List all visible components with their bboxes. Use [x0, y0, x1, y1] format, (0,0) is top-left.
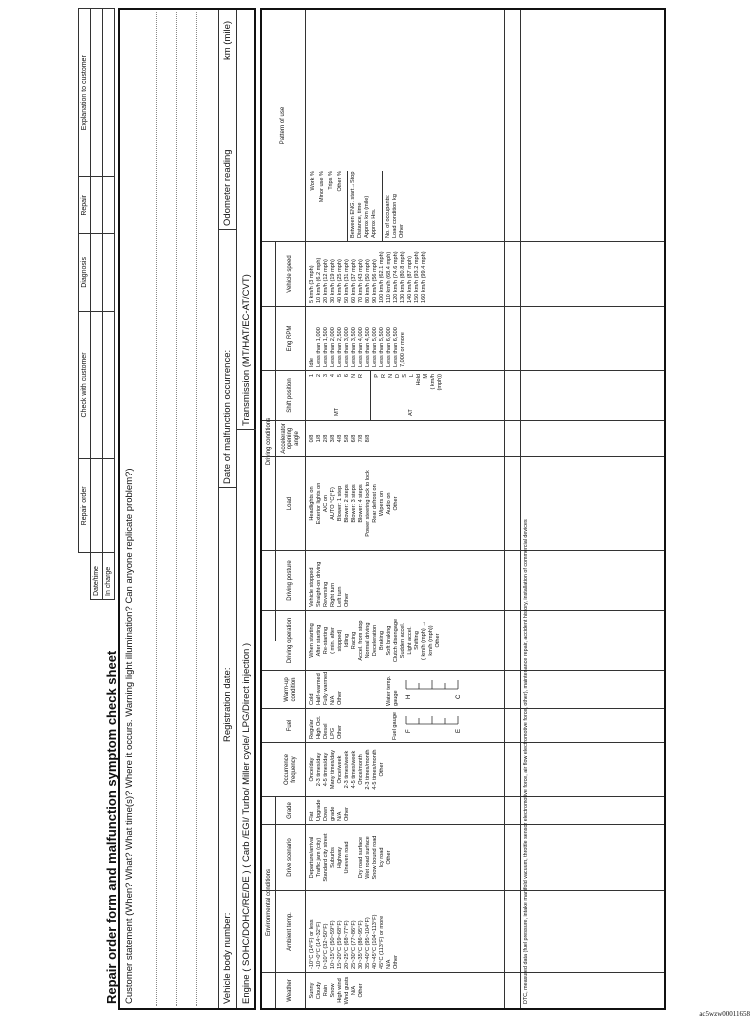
list-item[interactable]: P [374, 374, 380, 378]
header-col-diagnosis: Diagnosis [79, 234, 91, 311]
header-row-datetime: Date/time [91, 553, 103, 600]
list-item[interactable]: ( km/h [430, 374, 436, 390]
col-head-driving-posture: Driving posture [276, 551, 306, 610]
col-head-ambient: Ambient temp. [276, 891, 306, 972]
list-item[interactable]: AUTO °C(°F) [330, 487, 336, 520]
list-item[interactable]: Normal driving [365, 622, 371, 659]
list-item[interactable]: Sunny [309, 982, 315, 999]
water-gauge-label: Water temp. gauge [386, 675, 399, 706]
list-item[interactable]: 4/8 [337, 434, 343, 443]
col-head-accelerator: Accelerator opening angle [276, 421, 306, 456]
list-item[interactable]: Snow [330, 983, 336, 998]
shift-divider [370, 371, 371, 420]
upper-frame [118, 8, 256, 1010]
list-item[interactable]: -10~0°C (14~32°F) [316, 921, 322, 969]
list-item[interactable]: Less than 4,500 [365, 327, 371, 367]
header-col-explanation: Explanation to customer [79, 9, 91, 178]
statement-line [176, 12, 177, 1006]
list-item[interactable] [351, 825, 358, 890]
list-item[interactable]: Headlights on [309, 486, 315, 521]
list-item[interactable]: Minor use % [319, 171, 325, 203]
list-item[interactable]: Less than 1,000 [316, 327, 322, 367]
list-item[interactable]: Blower: 3 steps [351, 484, 357, 523]
list-accelerator [309, 421, 372, 456]
list-item[interactable]: Many times/day [330, 749, 336, 790]
list-item[interactable]: ( km/h (mph) → [421, 621, 427, 660]
list-item[interactable]: 60 km/h (37 mph) [351, 259, 357, 303]
malfunction-date[interactable]: Date of malfunction occurrence: [222, 349, 233, 484]
odometer-unit: km (mile) [222, 20, 233, 60]
list-item[interactable]: Deceleration [372, 624, 378, 657]
list-rpm [309, 307, 407, 370]
list-item[interactable]: 150 km/h (93.2 mph) [414, 251, 420, 303]
list-item[interactable]: N/A [386, 959, 392, 969]
list-item[interactable]: Uneven road [344, 841, 350, 874]
engine-type[interactable]: Engine ( SOHC/DOHC/RE/DE ) ( Carb /EGI/ Turbo/ Miller cycle/ LPG/Direct injection ) [241, 642, 252, 1004]
list-item[interactable]: 0~10°C (32~50°F) [323, 923, 329, 969]
list-item[interactable]: 4-5 times/day [323, 752, 329, 787]
list-item[interactable]: 2 [316, 374, 322, 378]
list-item[interactable]: S [402, 374, 408, 378]
list-item[interactable]: 2-3 times/week [344, 750, 350, 789]
col-head-speed: Vehicle speed [276, 242, 306, 306]
table-bottom-divider [504, 10, 505, 1008]
list-item[interactable]: Blower: 4 steps [358, 484, 364, 523]
water-gauge-bottom: C [456, 694, 462, 699]
col-head-pattern: Pattern of use [262, 10, 306, 241]
list-ambient [309, 891, 400, 972]
list-item[interactable]: 45°C (113°F) or more [379, 915, 385, 969]
pattern-divider [347, 171, 348, 241]
list-item[interactable]: N/A [337, 811, 343, 821]
list-item[interactable]: 2-3 times/day [316, 752, 322, 787]
list-item[interactable]: Once/day [309, 757, 315, 782]
list-item[interactable]: 5 km/h (3 mph) [309, 265, 315, 303]
list-item[interactable]: 6 [344, 374, 350, 378]
list-item[interactable]: 2-3 times/month [365, 749, 371, 790]
list-pattern-2 [350, 168, 378, 241]
list-item[interactable]: 30~35°C (86~95°F) [358, 920, 364, 969]
list-item[interactable]: 30 km/h (19 mph) [330, 259, 336, 303]
list-item[interactable]: 120 km/h (74.6 mph) [393, 251, 399, 303]
list-item[interactable]: R [381, 374, 387, 379]
list-item[interactable]: 130 km/h (80.8 mph) [400, 251, 406, 303]
header-col-repair-order: Repair order [79, 459, 91, 553]
list-item[interactable]: 4 [330, 374, 336, 378]
statement-line [196, 12, 197, 1006]
list-item[interactable]: Less than 6,500 [393, 327, 399, 367]
list-item[interactable]: Other [344, 593, 350, 607]
image-code: ac5wzw00011658 [699, 1010, 750, 1018]
shift-at-label: AT [408, 409, 414, 416]
list-item[interactable]: Distance, time [357, 202, 363, 238]
list-item[interactable]: N [351, 374, 357, 379]
list-item[interactable]: 8/8 [365, 434, 371, 443]
col-head-driving-operation: Driving operation [276, 611, 306, 670]
list-item[interactable]: 1 [309, 374, 315, 378]
list-item[interactable]: Cold [309, 693, 315, 705]
list-item[interactable]: Fully warmed [323, 671, 329, 705]
water-gauge-icon [402, 676, 467, 702]
list-item[interactable]: Re-starting [323, 626, 329, 655]
list-driving-posture [309, 551, 351, 610]
list-item[interactable]: High wind [337, 978, 343, 1003]
list-item[interactable]: Other [358, 983, 364, 998]
list-item[interactable]: Power steering lock to lock [365, 470, 371, 537]
list-item[interactable]: Other [337, 725, 343, 739]
col-weather [262, 972, 664, 1008]
list-item[interactable]: km/h (mph)) [428, 625, 434, 656]
list-item[interactable]: Work % [310, 171, 316, 191]
list-item[interactable]: Less than 4,000 [358, 327, 364, 367]
fuel-gauge-top: F [406, 729, 412, 733]
customer-statement[interactable]: Customer statement (When? What? What time(s)? Where it occurs. Warning light illumination? Can anyone replicate problem?) [124, 468, 135, 1004]
list-item[interactable]: Idling [344, 633, 350, 648]
list-item[interactable]: grade [330, 806, 336, 821]
list-item[interactable]: A/C on [323, 494, 329, 513]
list-item[interactable]: Braking [379, 631, 385, 650]
list-item[interactable]: Between ENG. start→Stop [350, 171, 356, 238]
list-item[interactable]: Less than 3,000 [344, 327, 350, 367]
list-item[interactable]: Less than 2,000 [330, 327, 336, 367]
footer-note: DTC, measured data (fuel pressure, intake manifold vacuum, throttle sensor electromotive force, air flow electromotive force, other), maintenance repair, accident history, installation of commercial devices [523, 519, 529, 1004]
list-item[interactable]: Less than 5,500 [379, 327, 385, 367]
list-item[interactable]: Suburbs [330, 847, 336, 868]
field-divider [218, 229, 236, 230]
field-row-divider [236, 10, 237, 1008]
fuel-gauge-icon [402, 714, 467, 736]
list-item[interactable]: 80 km/h (50 mph) [365, 259, 371, 303]
list-item[interactable]: Clutch disengage [393, 618, 399, 663]
list-item[interactable]: Other % [337, 171, 343, 192]
col-warmup [262, 670, 664, 708]
list-occurrence [309, 743, 386, 796]
list-item[interactable]: stopped) [337, 629, 343, 652]
list-item[interactable]: Other [386, 850, 392, 865]
list-item[interactable]: Traffic jam (city) [316, 837, 322, 878]
list-item[interactable]: Blower: 2 steps [344, 484, 350, 523]
list-item[interactable]: Wind gusts [344, 976, 350, 1005]
list-item[interactable]: 6/8 [351, 434, 357, 443]
pattern-divider [382, 171, 383, 241]
list-item[interactable]: Diesel [323, 723, 329, 739]
water-gauge-top: H [406, 694, 412, 699]
header-col-check: Check with customer [79, 311, 91, 459]
list-item[interactable]: Departure/arrival [309, 836, 315, 879]
list-item[interactable]: Racing [351, 631, 357, 650]
list-item[interactable]: Icy road [379, 847, 385, 868]
list-item[interactable]: Approx km (mile) [364, 195, 370, 238]
list-item[interactable]: N/A [330, 695, 336, 705]
list-item[interactable]: Other [379, 762, 385, 777]
col-head-fuel: Fuel [276, 709, 306, 742]
list-item[interactable]: Idle [309, 357, 315, 367]
driving-group-head: Driving conditions [262, 241, 276, 641]
list-warmup [309, 671, 344, 708]
list-item[interactable]: Other [393, 496, 399, 511]
col-head-occurrence: Occurrence frequency [276, 743, 306, 796]
col-eng-rpm [262, 306, 664, 370]
footer-divider [520, 10, 521, 1008]
list-item[interactable]: Audio on [386, 492, 392, 515]
list-item[interactable]: 50 km/h (31 mph) [344, 259, 350, 303]
list-item[interactable]: Flat [309, 811, 315, 821]
list-item[interactable]: 4-5 times/month [372, 749, 378, 790]
list-item[interactable]: Trips % [328, 171, 334, 190]
list-item[interactable]: 110 km/h (68.4 mph) [386, 251, 392, 303]
environmental-group-head: Environmental conditions [262, 796, 276, 1008]
list-item[interactable]: 3 [323, 374, 329, 378]
list-item[interactable]: Upgrade [316, 799, 322, 821]
list-item[interactable]: ( min. after [330, 627, 336, 654]
list-load [309, 457, 400, 550]
list-item[interactable]: Half-warmed [316, 673, 322, 705]
list-drive-scenario [309, 825, 393, 890]
col-load [262, 456, 664, 550]
list-item[interactable]: Other [399, 224, 405, 238]
list-item[interactable]: No. of occupants: [385, 194, 391, 238]
list-item[interactable]: 25~30°C (77~86°F) [351, 920, 357, 969]
transmission-type[interactable]: Transmission (MT/HAT/EC-AT/CVT) [241, 274, 252, 426]
list-item[interactable]: 10 km/h (6.2 mph) [316, 257, 322, 303]
list-item[interactable]: Sudden accel. [400, 622, 406, 659]
statement-divider [218, 10, 219, 1008]
list-item[interactable]: Other [393, 955, 399, 969]
statement-line [156, 12, 157, 1006]
col-head-rpm: Eng RPM [276, 307, 306, 370]
conditions-table [260, 8, 666, 1010]
list-item[interactable]: Blower: 1 step [337, 485, 343, 522]
header-row-incharge: In charge [103, 553, 115, 600]
col-driving-posture [262, 550, 664, 610]
col-head-load: Load [276, 457, 306, 550]
list-item[interactable]: Exterior lights on [316, 482, 322, 525]
field-divider [236, 429, 256, 430]
col-head-grade: Grade [276, 797, 306, 824]
list-item[interactable]: 0/8 [309, 434, 315, 443]
list-item[interactable]: After starting [316, 624, 322, 657]
list-item[interactable]: Left turn [337, 586, 343, 607]
list-item[interactable]: Right turn [330, 582, 336, 607]
col-drive-scenario [262, 824, 664, 890]
col-fuel [262, 708, 664, 742]
header-col-repair: Repair [79, 177, 91, 234]
list-item[interactable]: 20~25°C (68~77°F) [344, 920, 350, 969]
list-speed [309, 242, 428, 306]
list-item[interactable]: Once/month [358, 754, 364, 785]
list-item[interactable]: 160 km/h (99.4 mph) [421, 251, 427, 303]
list-item[interactable]: 5 [337, 374, 343, 378]
list-item[interactable]: Approx Hrs. [371, 208, 377, 238]
list-item[interactable]: 2/8 [323, 434, 329, 443]
list-item[interactable]: Less than 2,500 [337, 327, 343, 367]
check-sheet [74, 8, 730, 1010]
fuel-gauge-label: Fuel gauge [392, 712, 398, 740]
col-ambient-temp [262, 890, 664, 972]
list-item[interactable]: 7,000 or more [400, 332, 406, 367]
list-item[interactable]: Less than 1,500 [323, 327, 329, 367]
list-item[interactable]: Straight-on driving [316, 561, 322, 607]
col-occurrence [262, 742, 664, 796]
list-item[interactable]: Light accel. [407, 626, 413, 655]
list-item[interactable]: Standard city street [323, 833, 329, 882]
col-head-weather: Weather [276, 973, 306, 1008]
field-divider [218, 487, 236, 488]
list-item[interactable]: 7/8 [358, 434, 364, 443]
list-item[interactable]: R [358, 374, 364, 379]
list-item[interactable]: Dry road surface [358, 836, 364, 879]
col-pattern-of-use [262, 10, 664, 241]
col-accelerator [262, 420, 664, 456]
list-item[interactable]: When starting [309, 623, 315, 658]
list-item[interactable]: Rear defrost on [372, 484, 378, 523]
list-item[interactable]: Other [337, 691, 343, 705]
list-item[interactable]: 35~40°C (95~104°F) [365, 917, 371, 969]
list-item[interactable]: Down [323, 806, 329, 821]
list-item[interactable]: 4-5 times/week [351, 750, 357, 789]
list-item[interactable]: D [395, 374, 401, 379]
list-weather [309, 973, 365, 1008]
col-head-drive-scenario: Drive scenario [276, 825, 306, 890]
list-item[interactable]: 40~45°C (104~113°F) [372, 914, 378, 969]
list-item[interactable]: Rain [323, 984, 329, 997]
list-item[interactable]: Load condition kg [392, 194, 398, 238]
list-item[interactable]: Wet road surface [365, 836, 371, 879]
list-item[interactable]: 70 km/h (43 mph) [358, 259, 364, 303]
list-item[interactable]: Snow bound road [372, 835, 378, 880]
list-item[interactable]: Accel. from stop [358, 620, 364, 661]
list-item[interactable]: M [423, 374, 429, 379]
list-item[interactable]: 1/8 [316, 434, 322, 443]
list-item[interactable]: N/A [351, 985, 357, 996]
col-head-shift: Shift position [276, 371, 306, 420]
list-grade [309, 797, 351, 824]
list-item[interactable]: Less than 5,000 [372, 327, 378, 367]
list-item[interactable]: Shifting [414, 631, 420, 650]
col-grade [262, 796, 664, 824]
list-item[interactable]: Soft braking [386, 625, 392, 656]
list-item[interactable]: Regular [309, 719, 315, 739]
col-shift-position [262, 370, 664, 420]
list-item[interactable]: 20 km/h (12 mph) [323, 259, 329, 303]
list-item[interactable]: Highway [337, 846, 343, 869]
list-driving-operation [309, 611, 442, 670]
fuel-gauge-bottom: E [456, 728, 462, 733]
list-item[interactable]: Hold [416, 374, 422, 386]
list-item[interactable]: Less than 6,000 [386, 327, 392, 367]
list-item[interactable]: -10°C (14°F) or less [309, 919, 315, 969]
list-item[interactable]: 3/8 [330, 434, 336, 443]
registration-date[interactable]: Registration date: [222, 667, 233, 742]
list-item[interactable]: 40 km/h (25 mph) [337, 259, 343, 303]
list-item[interactable]: Other [344, 807, 350, 821]
header-table [78, 8, 115, 600]
list-item[interactable]: Wipers on [379, 490, 385, 517]
list-item[interactable]: LPG [330, 727, 336, 739]
list-fuel [309, 709, 344, 742]
list-item[interactable]: Once/week [337, 755, 343, 784]
list-item[interactable]: L [409, 374, 415, 378]
list-item[interactable]: 100 km/h (62.1 mph) [379, 251, 385, 303]
form-title: Repair order form and malfunction symptom check sheet [104, 650, 119, 1004]
list-item[interactable]: 15~20°C (59~68°F) [337, 920, 343, 969]
vehicle-body-number[interactable]: Vehicle body number: [222, 912, 233, 1004]
odometer-reading[interactable]: Odometer reading [222, 149, 233, 226]
list-item[interactable]: 5/8 [344, 434, 350, 443]
col-vehicle-speed [262, 241, 664, 306]
list-item[interactable]: Less than 3,500 [351, 327, 357, 367]
shift-mt-label: MT [334, 407, 340, 416]
list-item[interactable]: Cloudy [316, 981, 322, 1000]
list-item[interactable]: 10~15°C (50~59°F) [330, 920, 336, 969]
list-item[interactable]: 140 km/h (87 mph) [407, 256, 413, 303]
list-item[interactable]: (mph)) [437, 374, 443, 391]
list-item[interactable]: Vehicle stopped [309, 567, 315, 607]
list-pattern [309, 168, 345, 241]
col-driving-operation [262, 610, 664, 670]
list-item[interactable]: Other [435, 633, 441, 648]
list-item[interactable]: Reversing [323, 581, 329, 607]
list-pattern-3 [385, 168, 406, 241]
list-item[interactable]: N [388, 374, 394, 379]
list-item[interactable]: 90 km/h (56 mph) [372, 259, 378, 303]
col-head-warmup: Warm-up condition [276, 671, 306, 708]
list-item[interactable]: High Oct. [316, 715, 322, 739]
